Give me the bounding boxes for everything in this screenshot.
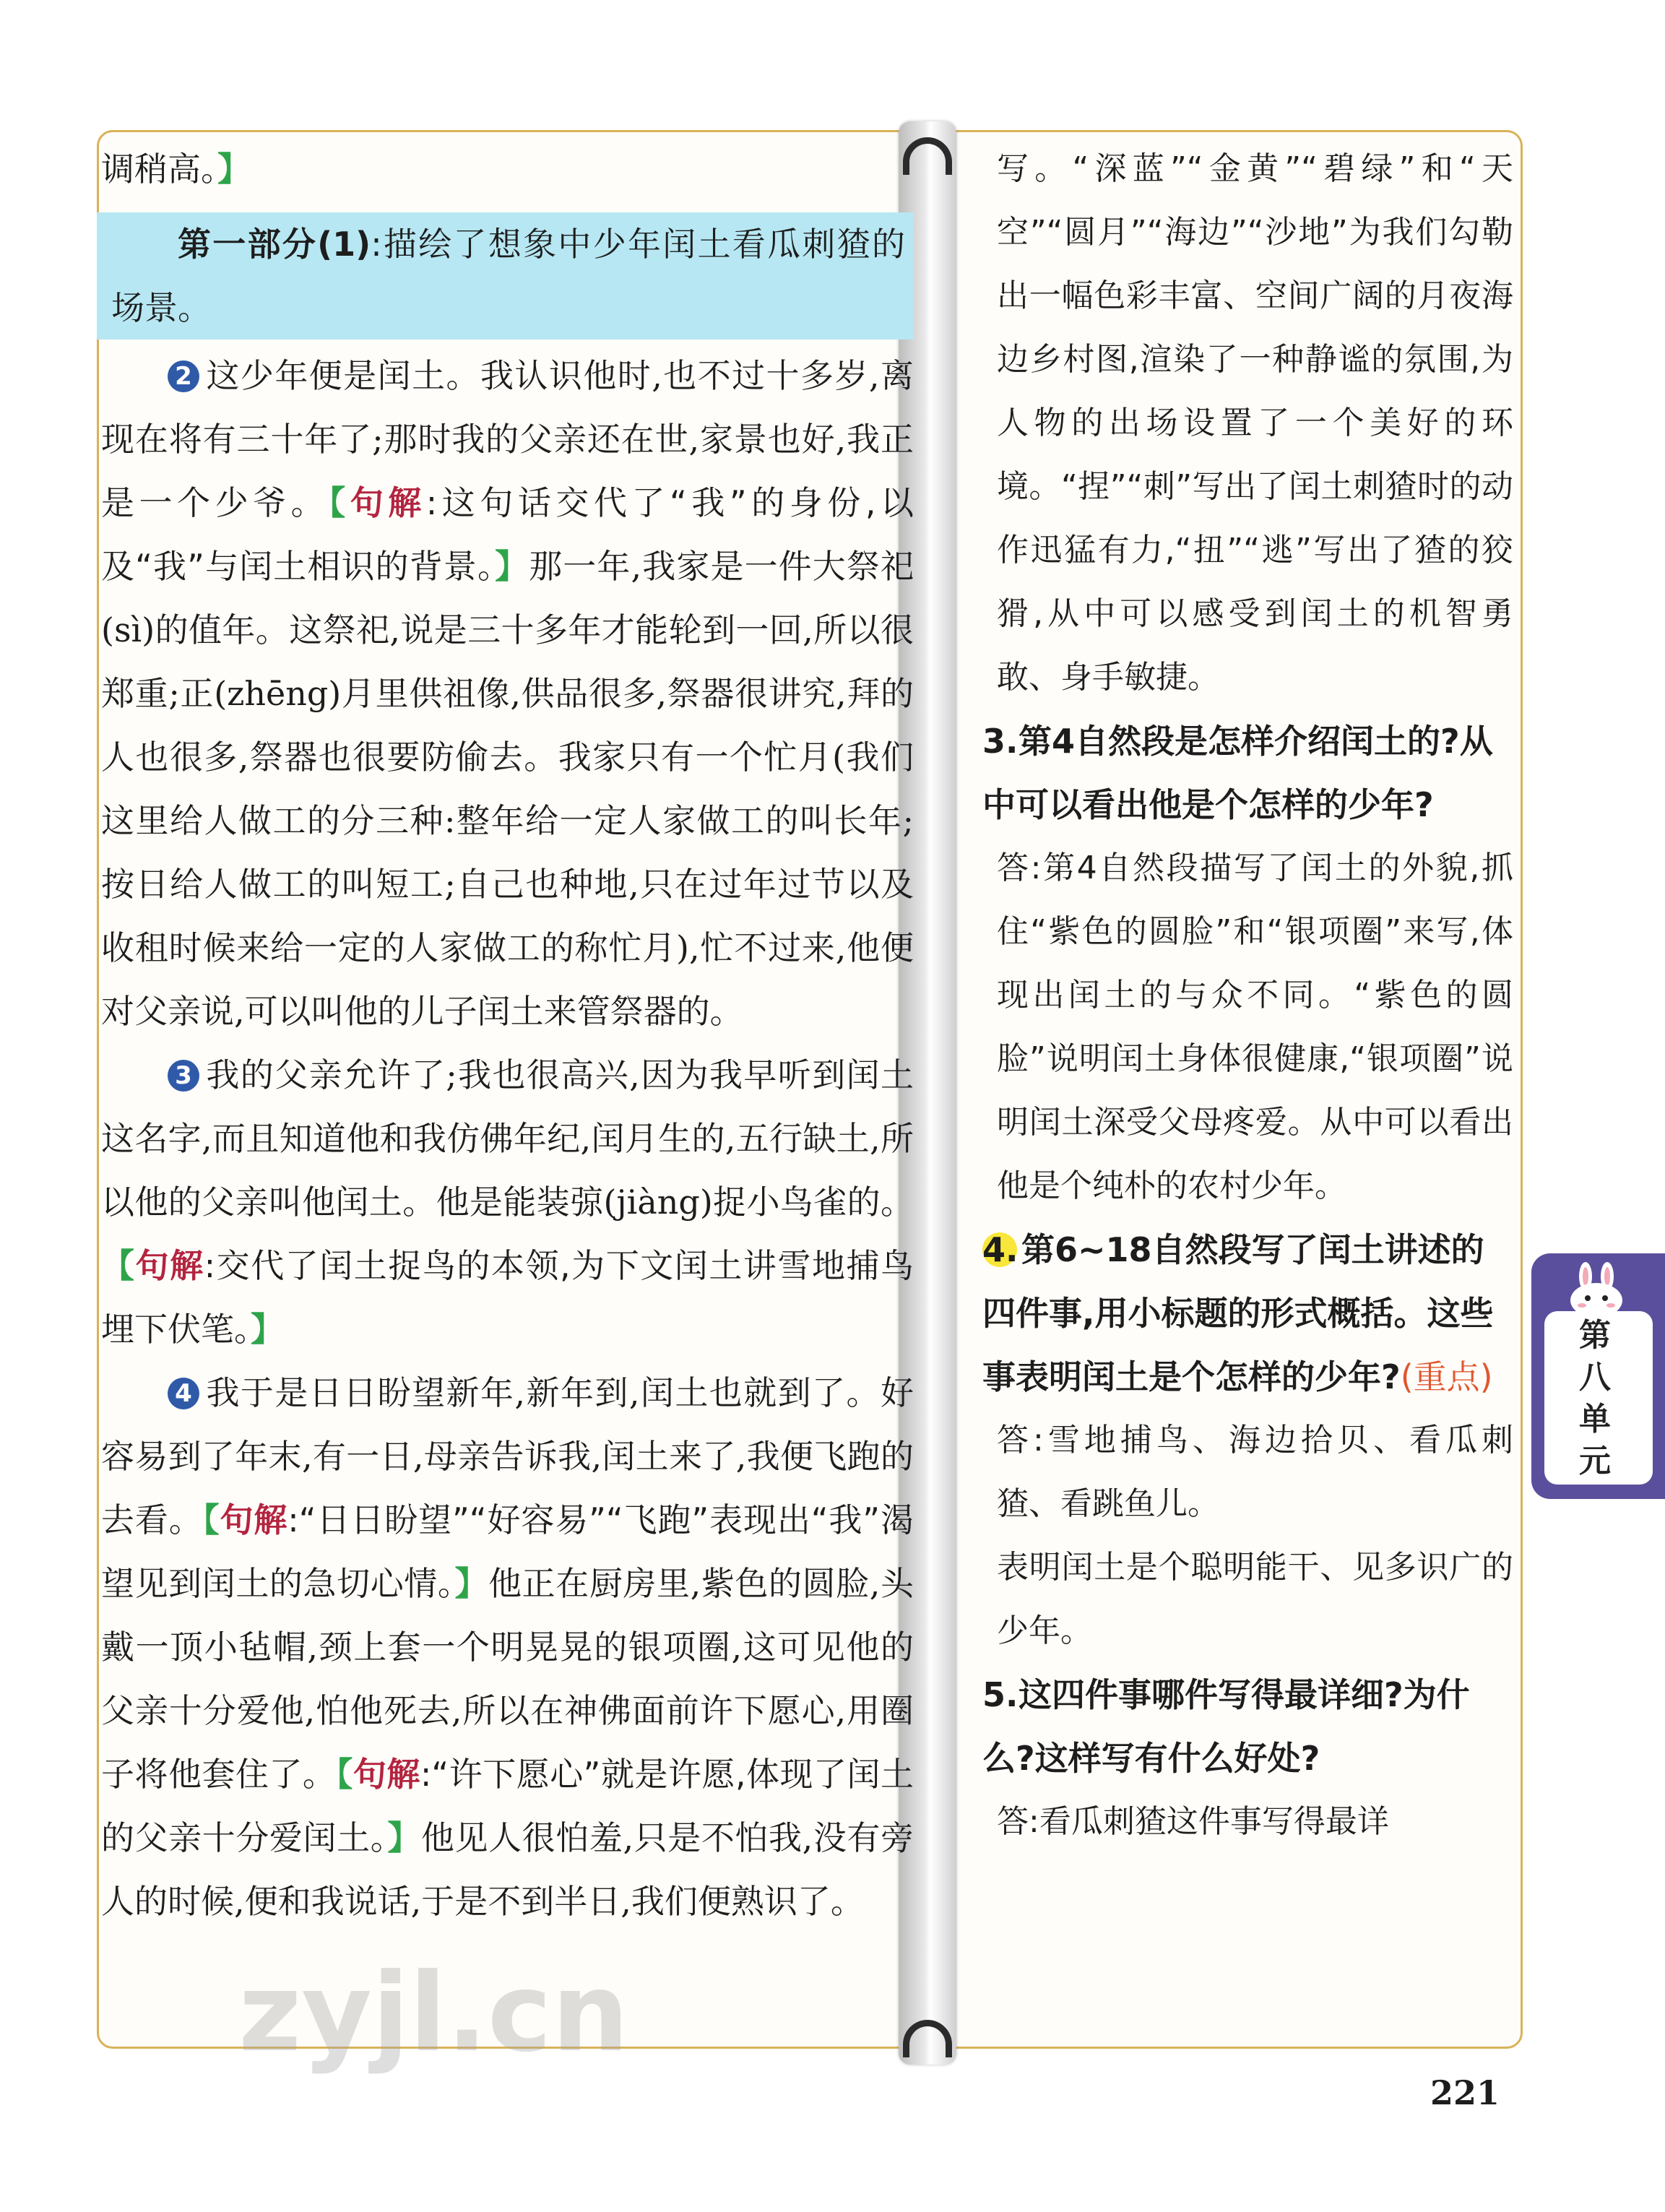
note-text: :“日日盼望”“好容易”“飞跑”表现出“我”渴望见到闰土的急切心情。: [101, 1500, 914, 1603]
right-column: [982, 137, 1513, 1854]
part-summary-box: [97, 212, 914, 340]
answer-4-line2: 表明闰土是个聪明能干、见多识广的少年。: [997, 1549, 1513, 1649]
bunny-icon: [1553, 1261, 1640, 1318]
page-number: 221: [1430, 2073, 1500, 2112]
paragraph-number-badge: 2: [168, 360, 199, 392]
unit-char: 元: [1579, 1443, 1611, 1479]
part-title: 第一部分(1): [178, 225, 371, 264]
answer-4-line1: 答:雪地捕鸟、海边拾贝、看瓜刺猹、看跳鱼儿。: [997, 1422, 1513, 1522]
note-tag: 句解: [135, 1246, 204, 1285]
unit-char: 单: [1579, 1401, 1611, 1438]
left-column: [101, 137, 914, 1933]
intro-tail: 调稍高。】: [101, 150, 251, 189]
unit-char: 第: [1579, 1317, 1611, 1354]
paragraph-number-badge: 4: [168, 1378, 199, 1409]
paragraph-number-badge: 3: [168, 1060, 199, 1092]
answer-2-tail: 写。“深蓝”“金黄”“碧绿”和“天空”“圆月”“海边”“沙地”为我们勾勒出一幅色彩丰富、空间广阔的月夜海边乡村图,渲染了一种静谧的氛围,为人物的出场设置了一个美好的环境。“捏”“刺”写出了闰土刺猹时的动作迅猛有力,“扭”“逃”写出了猹的狡猾,从中可以感受到闰土的机智勇敢、身手敏捷。: [997, 150, 1513, 696]
paragraph-4: 4 我于是日日盼望新年,新年到,闰土也就到了。好容易到了年末,有一日,母亲告诉我,闰土来了,我便飞跑的去看。【句解:“日日盼望”“好容易”“飞跑”表现出“我”渴望见到闰土的急切心情。】他正在厨房里,紫色的圆脸,头戴一顶小毡帽,颈上套一个明晃晃的银项圈,这可见他的父亲十分爱他,怕他死去,所以在神佛面前许下愿心,用圈子将他套住了。【句解:“许下愿心”就是许愿,体现了闰土的父亲十分爱闰土。】他见人很怕羞,只是不怕我,没有旁人的时候,便和我说话,于是不到半日,我们便熟识了。: [101, 1373, 914, 1921]
note-tag: 句解: [350, 483, 426, 522]
note-text: :交代了闰土捉鸟的本领,为下文闰土讲雪地捕鸟埋下伏笔。: [101, 1246, 914, 1349]
question-3: 3.第4自然段是怎样介绍闰土的?从中可以看出他是个怎样的少年?: [982, 722, 1493, 824]
answer-3: 答:第4自然段描写了闰土的外貌,抓住“紫色的圆脸”和“银项圈”来写,体现出闰土的与众不同。“紫色的圆脸”说明闰土身体很健康,“银项圈”说明闰土深受父母疼爱。从中可以看出他是个纯朴的农村少年。: [997, 850, 1513, 1204]
unit-side-tab: [1531, 1253, 1665, 1499]
question-4: 4.第6~18自然段写了闰土讲述的四件事,用小标题的形式概括。这些事表明闰土是个怎样的少年?(重点): [982, 1230, 1494, 1396]
note-text: :“许下愿心”就是许愿,体现了闰土的父亲十分爱闰土。: [101, 1755, 914, 1857]
unit-label-panel: [1544, 1311, 1653, 1485]
note-tag: 句解: [353, 1755, 420, 1794]
watermark: zyjl.cn: [238, 1950, 629, 2076]
paragraph-3: 3 我的父亲允许了;我也很高兴,因为我早听到闰土这名字,而且知道他和我仿佛年纪,闰月生的,五行缺土,所以他的父亲叫他闰土。他是能装弶(jiàng)捉小鸟雀的。【句解:交代了闰土捉鸟的本领,为下文闰土讲雪地捕鸟埋下伏笔。】: [101, 1055, 914, 1349]
answer-5: 答:看瓜刺猹这件事写得最详: [997, 1803, 1389, 1840]
question-5: 5.这四件事哪件写得最详细?为什么?这样写有什么好处?: [982, 1675, 1470, 1778]
note-text: :这句话交代了“我”的身份,以及“我”与闰土相识的背景。: [101, 483, 914, 586]
note-tag: 句解: [220, 1500, 288, 1539]
highlight-number: 4.: [982, 1230, 1019, 1269]
unit-char: 八: [1579, 1359, 1611, 1396]
paragraph-2: 2 这少年便是闰土。我认识他时,也不过十多岁,离现在将有三十年了;那时我的父亲还在世,家景也好,我正是一个少爷。【句解:这句话交代了“我”的身份,以及“我”与闰土相识的背景。】那一年,我家是一件大祭祀(sì)的值年。这祭祀,说是三十多年才能轮到一回,所以很郑重;正(zhēng)月里供祖像,供品很多,祭器很讲究,拜的人也很多,祭器也很要防偷去。我家只有一个忙月(我们这里给人做工的分三种:整年给一定人家做工的叫长年;按日给人做工的叫短工;自己也种地,只在过年过节以及收租时候来给一定的人家做工的称忙月),忙不过来,他便对父亲说,可以叫他的儿子闰土来管祭器的。: [101, 356, 914, 1031]
key-point-tag: (重点): [1400, 1357, 1493, 1396]
part-desc: :描绘了想象中少年闰土看瓜刺猹的场景。: [111, 225, 905, 327]
